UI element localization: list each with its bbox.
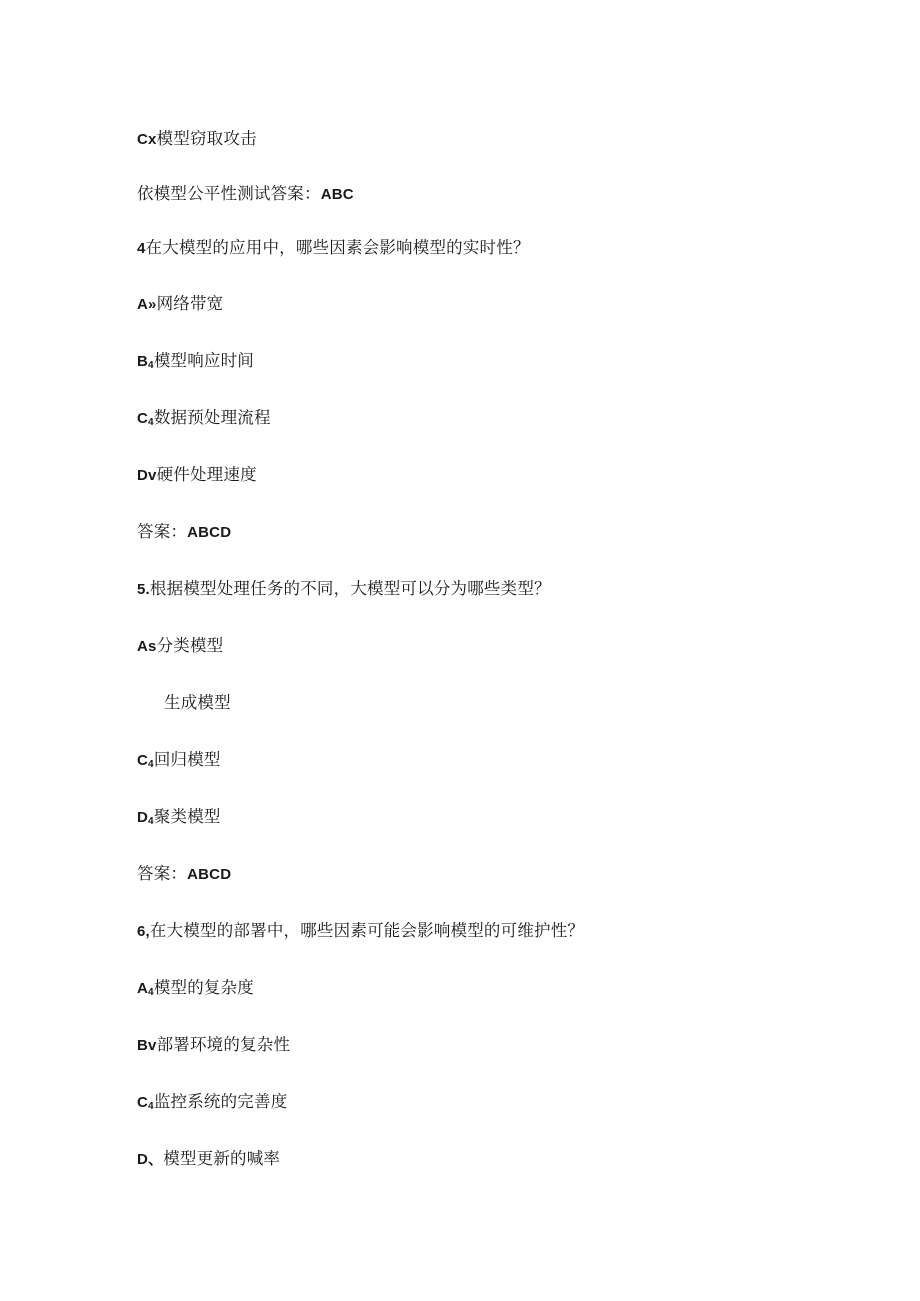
option-b-line	[164, 692, 231, 714]
option-prefix: Cx	[137, 131, 157, 148]
option-prefix: C	[137, 1094, 149, 1111]
answer-line	[137, 521, 231, 544]
option-prefix-subscript: 4	[148, 360, 154, 371]
option-prefix-subscript: 4	[148, 417, 154, 428]
option-c-line	[137, 407, 271, 434]
question-text: 根据模型处理任务的不同，大模型可以分为哪些类型？	[149, 579, 551, 598]
option-b-line	[137, 350, 254, 377]
option-text: 模型的复杂度	[153, 978, 255, 997]
option-prefix-subscript: 4	[148, 1101, 154, 1112]
option-prefix: A»	[137, 296, 157, 313]
answer-label: 依模型公平性测试答案：	[137, 184, 321, 203]
option-d-line	[137, 464, 257, 487]
option-text: 模型窃取攻击	[156, 129, 257, 148]
answer-label: 答案：	[137, 522, 188, 541]
option-c-line	[137, 128, 257, 151]
question-number: 5.	[137, 581, 150, 598]
question-5	[137, 578, 551, 601]
option-prefix: Bv	[137, 1037, 157, 1054]
option-prefix-subscript: 4	[148, 816, 154, 827]
option-text: 聚类模型	[153, 807, 221, 826]
answer-value: ABC	[320, 186, 354, 203]
option-c-line	[137, 749, 221, 776]
option-text: 模型响应时间	[153, 351, 255, 370]
answer-label: 答案：	[137, 864, 188, 883]
option-d-line	[137, 806, 221, 833]
option-c-line	[137, 1091, 287, 1118]
option-text: 回归模型	[153, 750, 221, 769]
option-text: 硬件处理速度	[156, 465, 257, 484]
option-a-line	[137, 977, 254, 1004]
option-prefix: D、	[137, 1151, 164, 1168]
option-text: 分类模型	[156, 636, 224, 655]
option-prefix: As	[137, 638, 157, 655]
option-prefix: Dv	[137, 467, 157, 484]
option-prefix-subscript: 4	[148, 987, 154, 998]
question-number: 4	[137, 240, 146, 257]
question-6	[137, 920, 584, 943]
option-a-line	[137, 635, 223, 658]
option-text: 生成模型	[164, 693, 231, 712]
question-4	[137, 237, 530, 260]
option-prefix: D	[137, 809, 149, 826]
option-text: 网络带宽	[156, 294, 224, 313]
option-prefix: C	[137, 410, 149, 427]
option-prefix-subscript: 4	[148, 759, 154, 770]
answer-line	[137, 183, 354, 206]
option-prefix: C	[137, 752, 149, 769]
option-b-line	[137, 1034, 290, 1057]
option-text: 模型更新的喊率	[163, 1149, 281, 1168]
answer-line	[137, 863, 231, 886]
question-number: 6,	[137, 923, 150, 940]
question-text: 在大模型的部署中，哪些因素可能会影响模型的可维护性？	[149, 921, 585, 940]
option-text: 监控系统的完善度	[153, 1092, 288, 1111]
option-d-line	[137, 1148, 280, 1171]
option-a-line	[137, 293, 223, 316]
answer-value: ABCD	[187, 866, 232, 883]
option-text: 部署环境的复杂性	[156, 1035, 291, 1054]
answer-value: ABCD	[187, 524, 232, 541]
option-prefix: A	[137, 980, 149, 997]
option-prefix: B	[137, 353, 149, 370]
question-text: 在大模型的应用中，哪些因素会影响模型的实时性？	[145, 238, 530, 257]
option-text: 数据预处理流程	[153, 408, 271, 427]
